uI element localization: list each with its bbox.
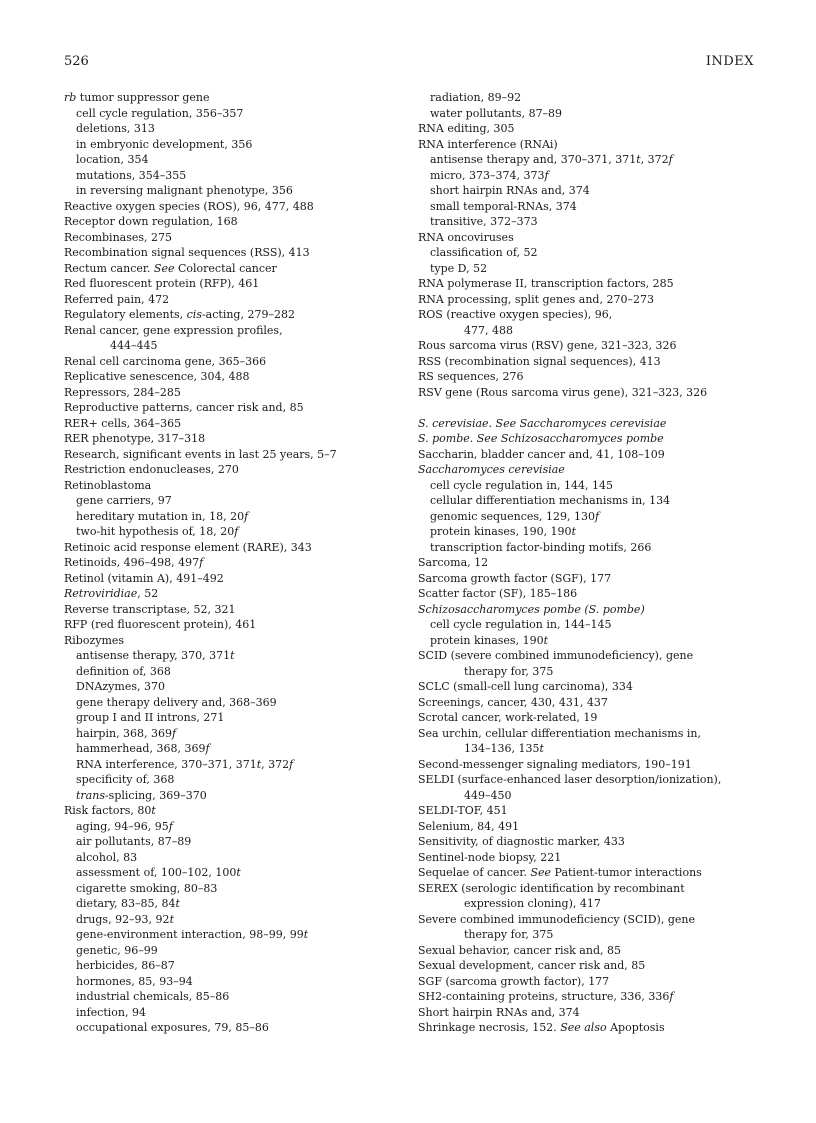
index-entry [418,881,758,912]
index-subentry [64,974,394,990]
index-entry [418,912,758,943]
page-number: 526 [64,54,89,69]
index-entry [64,602,394,618]
entry-text: SEREX (serologic identification by recombinant [418,881,685,895]
index-subentry [64,679,394,695]
entry-continuation: expression cloning), 417 [464,897,601,910]
entry-text: in embryonic development, 356 [76,137,253,151]
entry-text: Severe combined immunodeficiency (SCID), gene [418,912,695,926]
entry-text: RNA interference, 370–371, 371t, 372f [76,757,294,771]
entry-text: Red fluorescent protein (RFP), 461 [64,277,260,290]
index-entry [418,1005,758,1021]
index-entry [64,478,394,494]
entry-continuation: therapy for, 375 [464,928,554,941]
index-entry [418,121,758,137]
index-entry [64,462,394,478]
entry-text: Renal cancer, gene expression profiles, [64,323,283,337]
entry-text: Regulatory elements, cis-acting, 279–282 [64,308,295,321]
entry-text: hormones, 85, 93–94 [76,974,193,988]
entry-text: Repressors, 284–285 [64,385,181,399]
entry-continuation: therapy for, 375 [464,664,554,678]
entry-text: Retinol (vitamin A), 491–492 [64,571,224,585]
entry-text: transcription factor-binding motifs, 266 [430,540,652,554]
index-entry [64,555,394,571]
entry-text: Scatter factor (SF), 185–186 [418,587,578,600]
entry-text: SGF (sarcoma growth factor), 177 [418,974,610,988]
index-subentry [64,757,394,773]
index-subentry [64,943,394,959]
entry-text: group I and II introns, 271 [76,711,225,724]
entry-text: infection, 94 [76,1005,146,1019]
index-entry [418,447,758,463]
entry-text: definition of, 368 [76,664,171,678]
index-subentry [64,896,394,912]
entry-text: RNA editing, 305 [418,122,515,135]
entry-text: cell cycle regulation in, 144, 145 [430,478,613,492]
entry-text: Short hairpin RNAs and, 374 [418,1005,580,1019]
entry-continuation: 477, 488 [464,323,513,337]
entry-text: Replicative senescence, 304, 488 [64,370,250,383]
index-subentry [418,152,758,168]
index-entry [418,974,758,990]
entry-text: cell cycle regulation, 356–357 [76,106,244,120]
entry-text: Retinoic acid response element (RARE), 343 [64,540,312,554]
index-subentry [418,106,758,122]
index-subentry [418,245,758,261]
entry-text: RS sequences, 276 [418,370,524,383]
index-subentry [64,137,394,153]
index-subentry [418,509,758,525]
index-subentry [64,865,394,881]
index-entry [64,571,394,587]
entry-text: Selenium, 84, 491 [418,819,520,833]
entry-text: Sentinel-node biopsy, 221 [418,850,562,864]
entry-text: gene therapy delivery and, 368–369 [76,695,277,709]
entry-text: RER phenotype, 317–318 [64,432,206,445]
index-entry [418,850,758,866]
section-gap [418,400,758,416]
index-entry [64,803,394,819]
index-subentry [418,540,758,556]
entry-text: Renal cell carcinoma gene, 365–366 [64,354,267,368]
index-entry [64,431,394,447]
index-entry [418,943,758,959]
entry-text: Sexual behavior, cancer risk and, 85 [418,943,621,957]
entry-text: hammerhead, 368, 369f [76,742,210,755]
index-entry [64,385,394,401]
index-subentry [64,958,394,974]
entry-continuation: 444–445 [110,339,158,352]
entry-text: rb tumor suppressor gene [64,91,210,104]
index-subentry [418,261,758,277]
entry-text: RNA interference (RNAi) [418,137,558,151]
index-entry [418,989,758,1005]
index-entry [64,276,394,292]
entry-text: Screenings, cancer, 430, 431, 437 [418,695,608,709]
index-subentry [64,168,394,184]
index-subentry [64,106,394,122]
entry-text: water pollutants, 87–89 [430,106,563,120]
entry-text: gene-environment interaction, 98–99, 99t [76,928,309,941]
index-entry [418,462,758,478]
entry-text: classification of, 52 [430,246,538,259]
index-subentry [418,617,758,633]
index-entry [64,245,394,261]
entry-text: gene carriers, 97 [76,494,172,507]
index-entry [418,338,758,354]
index-entry [64,307,394,323]
entry-continuation: 449–450 [464,788,512,802]
index-entry [418,369,758,385]
index-entry [418,555,758,571]
index-entry [64,633,394,649]
index-entry [64,261,394,277]
index-subentry [418,168,758,184]
entry-text: aging, 94–96, 95f [76,819,173,833]
index-entry [418,1020,758,1036]
index-subentry [418,633,758,649]
index-subentry [418,199,758,215]
entry-text: genetic, 96–99 [76,943,158,957]
index-entry [64,540,394,556]
index-subentry [64,819,394,835]
entry-text: Recombinases, 275 [64,230,172,244]
index-entry [418,571,758,587]
index-subentry [64,524,394,540]
entry-text: Saccharomyces cerevisiae [418,463,565,476]
entry-text: drugs, 92–93, 92t [76,912,174,926]
index-subentry [64,741,394,757]
index-entry [418,230,758,246]
entry-text: RNA processing, split genes and, 270–273 [418,292,654,306]
index-subentry [418,524,758,540]
index-entry [418,602,758,618]
entry-text: Scrotal cancer, work-related, 19 [418,711,598,724]
entry-text: Research, significant events in last 25 years, 5–7 [64,447,337,461]
entry-text: protein kinases, 190, 190t [430,525,576,538]
entry-text: hereditary mutation in, 18, 20f [76,509,249,523]
entry-text: Recombination signal sequences (RSS), 413 [64,246,310,259]
entry-text: SELDI (surface-enhanced laser desorption/ionization), [418,773,722,786]
index-entry [418,726,758,757]
entry-text: SELDI-TOF, 451 [418,804,508,817]
index-entry [418,834,758,850]
entry-text: RNA polymerase II, transcription factors, 285 [418,277,674,290]
index-subentry [418,214,758,230]
entry-text: micro, 373–374, 373f [430,168,549,182]
entry-text: SCLC (small-cell lung carcinoma), 334 [418,680,633,693]
entry-text: antisense therapy, 370, 371t [76,649,235,662]
index-entry [418,385,758,401]
index-entry [64,369,394,385]
index-subentry [64,834,394,850]
entry-text: small temporal-RNAs, 374 [430,199,577,213]
entry-text: Reactive oxygen species (ROS), 96, 477, 488 [64,199,314,213]
index-subentry [64,121,394,137]
index-entry [64,230,394,246]
entry-text: Restriction endonucleases, 270 [64,463,239,476]
index-subentry [64,493,394,509]
entry-text: Retinoids, 496–498, 497f [64,556,204,569]
index-subentry [64,989,394,1005]
entry-text: industrial chemicals, 85–86 [76,990,230,1003]
index-subentry [64,710,394,726]
index-subentry [64,648,394,664]
entry-text: RFP (red fluorescent protein), 461 [64,618,257,631]
index-entry [418,803,758,819]
index-entry [64,416,394,432]
entry-text: in reversing malignant phenotype, 356 [76,184,293,197]
entry-text: Sexual development, cancer risk and, 85 [418,959,646,972]
entry-text: air pollutants, 87–89 [76,835,192,848]
entry-text: Rous sarcoma virus (RSV) gene, 321–323, 326 [418,339,677,352]
entry-text: alcohol, 83 [76,850,138,864]
index-entry [418,695,758,711]
entry-text: trans-splicing, 369–370 [76,788,207,802]
index-entry [418,276,758,292]
entry-text: Reverse transcriptase, 52, 321 [64,602,236,616]
entry-text: Risk factors, 80t [64,804,156,817]
index-subentry [418,478,758,494]
entry-continuation: 134–136, 135t [464,742,544,755]
entry-text: short hairpin RNAs and, 374 [430,184,590,197]
index-subentry [64,152,394,168]
index-subentry [418,493,758,509]
index-entry [418,757,758,773]
entry-text: hairpin, 368, 369f [76,726,177,740]
entry-text: Sea urchin, cellular differentiation mechanisms in, [418,726,701,740]
index-subentry [64,881,394,897]
index-entry [418,958,758,974]
index-entry [418,865,758,881]
entry-text: two-hit hypothesis of, 18, 20f [76,525,239,538]
index-subentry [64,927,394,943]
index-column-right [418,90,758,1036]
entry-text: assessment of, 100–102, 100t [76,866,241,879]
entry-text: Shrinkage necrosis, 152. See also Apoptosis [418,1021,665,1034]
entry-text: herbicides, 86–87 [76,959,175,972]
page-header [64,54,754,74]
entry-text: S. pombe. See Schizosaccharomyces pombe [418,432,664,445]
index-column-left [64,90,394,1036]
index-entry [64,90,394,106]
entry-text: mutations, 354–355 [76,168,187,182]
entry-text: DNAzymes, 370 [76,680,165,693]
entry-text: radiation, 89–92 [430,91,522,104]
index-subentry [64,788,394,804]
entry-text: location, 354 [76,153,149,166]
index-subentry [64,695,394,711]
index-entry [64,447,394,463]
entry-text: Sarcoma growth factor (SGF), 177 [418,571,612,585]
index-entry [64,354,394,370]
entry-text: RER+ cells, 364–365 [64,416,182,430]
entry-text: Receptor down regulation, 168 [64,215,238,228]
entry-text: cellular differentiation mechanisms in, 134 [430,494,671,507]
running-head: INDEX [705,54,754,69]
entry-text: genomic sequences, 129, 130f [430,509,600,523]
index-entry [418,292,758,308]
entry-text: Sequelae of cancer. See Patient-tumor interactions [418,866,702,879]
entry-text: S. cerevisiae. See Saccharomyces cerevisiae [418,416,667,430]
index-entry [64,199,394,215]
entry-text: deletions, 313 [76,122,155,135]
entry-text: cigarette smoking, 80–83 [76,881,218,895]
index-subentry [64,850,394,866]
index-entry [64,617,394,633]
index-subentry [64,509,394,525]
index-entry [64,292,394,308]
entry-text: RSS (recombination signal sequences), 413 [418,354,661,368]
entry-text: occupational exposures, 79, 85–86 [76,1021,269,1034]
entry-text: Reproductive patterns, cancer risk and, 85 [64,401,304,414]
index-entry [418,137,758,153]
index-subentry [418,183,758,199]
entry-text: SH2-containing proteins, structure, 336, 336f [418,990,674,1003]
entry-text: type D, 52 [430,261,488,275]
entry-text: Rectum cancer. See Colorectal cancer [64,261,277,275]
entry-text: Retroviridiae, 52 [64,587,159,600]
index-entry [418,431,758,447]
entry-text: Retinoblastoma [64,478,152,492]
index-entry [418,679,758,695]
index-subentry [64,772,394,788]
entry-text: dietary, 83–85, 84t [76,897,180,910]
entry-text: RNA oncoviruses [418,230,514,244]
entry-text: Referred pain, 472 [64,292,170,306]
index-entry [418,586,758,602]
index-subentry [64,726,394,742]
entry-text: Sensitivity, of diagnostic marker, 433 [418,835,625,848]
entry-text: Saccharin, bladder cancer and, 41, 108–109 [418,447,665,461]
entry-text: RSV gene (Rous sarcoma virus gene), 321–323, 326 [418,385,708,399]
index-entry [64,214,394,230]
index-entry [418,307,758,338]
entry-text: Ribozymes [64,633,125,647]
entry-text: Second-messenger signaling mediators, 190–191 [418,757,692,771]
index-entry [64,323,394,354]
entry-text: specificity of, 368 [76,773,175,786]
entry-text: protein kinases, 190t [430,633,548,647]
entry-text: transitive, 372–373 [430,215,538,228]
index-entry [418,354,758,370]
index-entry [418,416,758,432]
entry-text: Schizosaccharomyces pombe (S. pombe) [418,602,645,616]
index-subentry [64,664,394,680]
index-entry [418,772,758,803]
index-entry [64,400,394,416]
index-subentry [418,90,758,106]
index-entry [64,586,394,602]
index-subentry [64,1005,394,1021]
index-entry [418,819,758,835]
entry-text: Sarcoma, 12 [418,556,489,569]
index-entry [418,710,758,726]
entry-text: antisense therapy and, 370–371, 371t, 372f [430,153,673,166]
index-subentry [64,183,394,199]
entry-text: SCID (severe combined immunodeficiency), gene [418,649,694,662]
entry-text: ROS (reactive oxygen species), 96, [418,308,613,321]
index-subentry [64,1020,394,1036]
entry-text: cell cycle regulation in, 144–145 [430,618,612,631]
index-subentry [64,912,394,928]
index-entry [418,648,758,679]
